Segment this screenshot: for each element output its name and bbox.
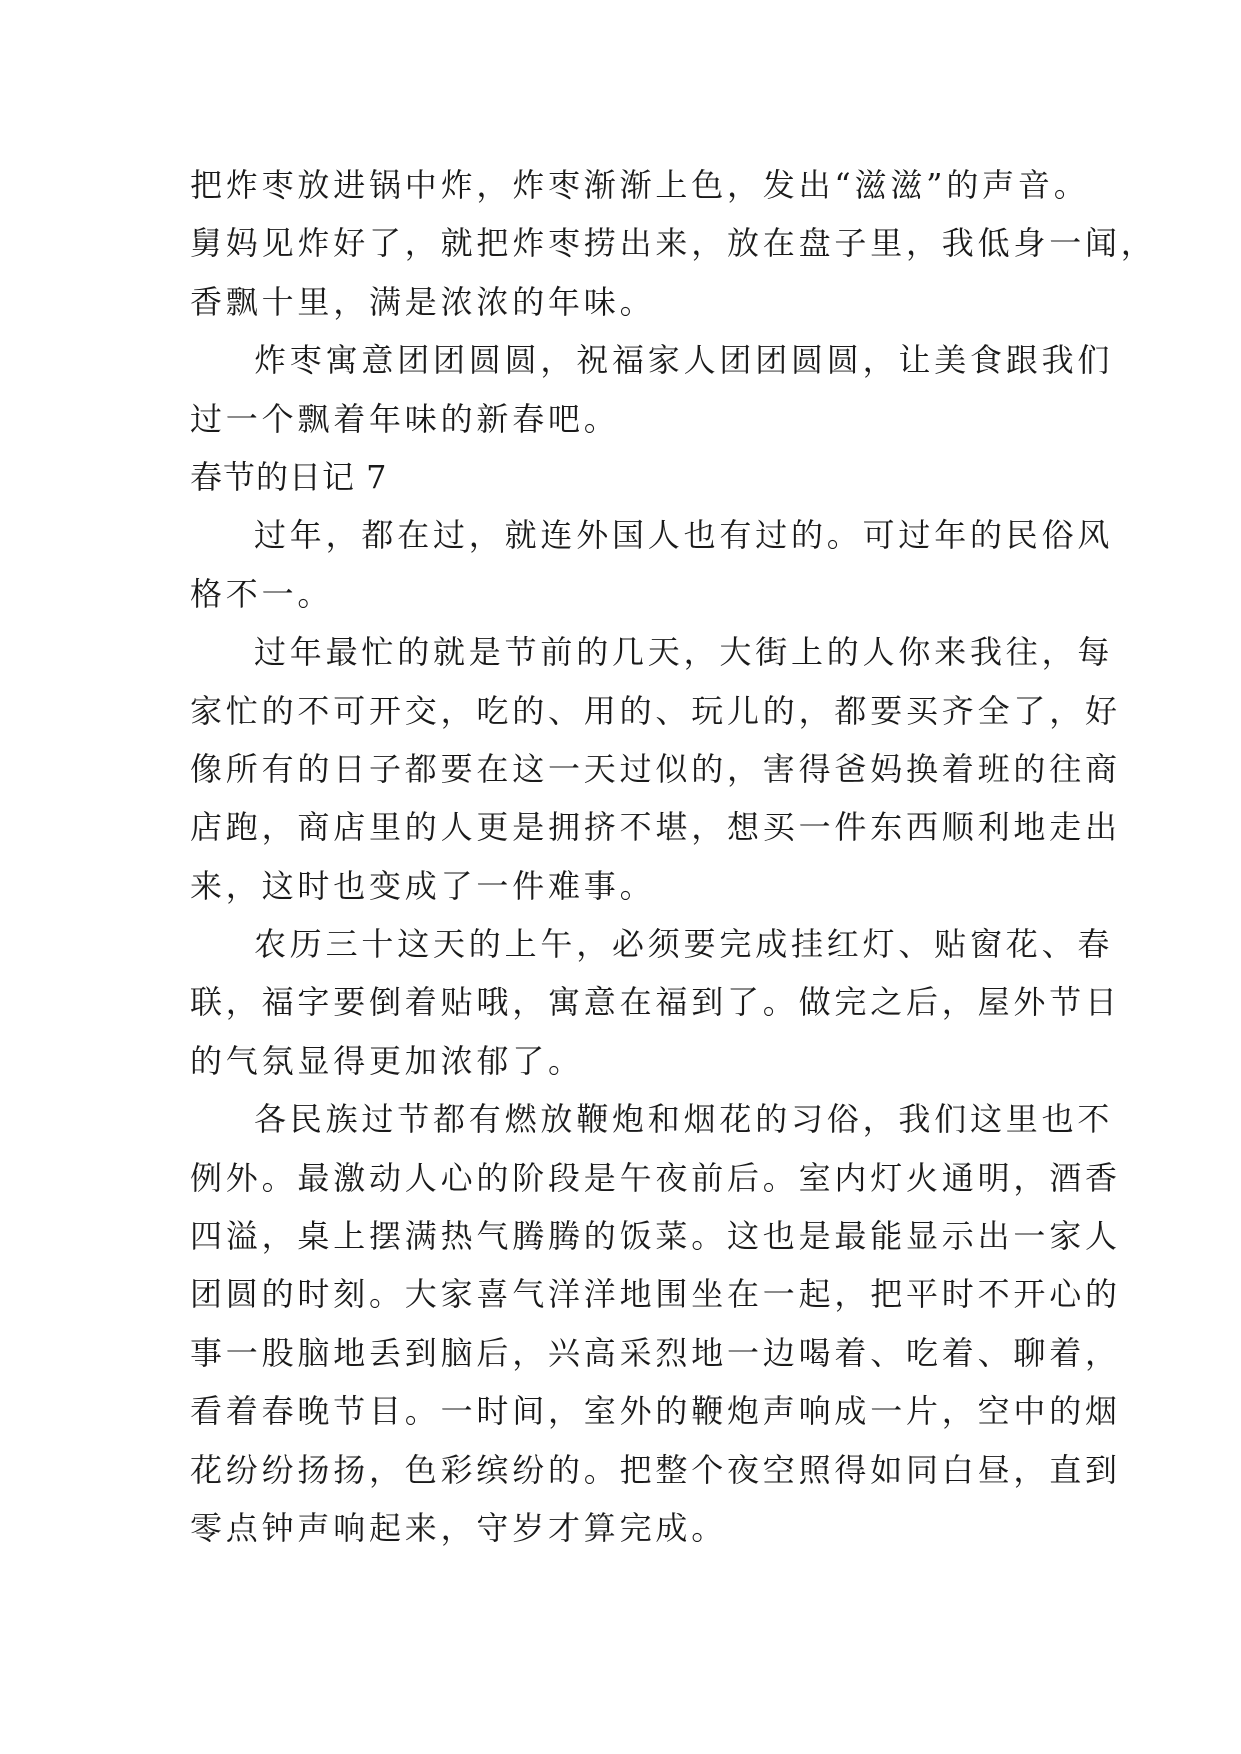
text-line: 过年最忙的就是节前的几天，大街上的人你来我往，每: [254, 633, 1114, 672]
text-line: 家忙的不可开交，吃的、用的、玩儿的，都要买齐全了，好: [190, 691, 1121, 730]
text-line: 格不一。: [190, 574, 334, 613]
document-body: [190, 156, 1157, 1557]
text-line: 四溢，桌上摆满热气腾腾的饭菜。这也是最能显示出一家人: [190, 1217, 1121, 1256]
text-line: 各民族过节都有燃放鞭炮和烟花的习俗，我们这里也不: [254, 1100, 1114, 1139]
text-line: 舅妈见炸好了，就把炸枣捞出来，放在盘子里，我低身一闻，: [190, 224, 1157, 263]
text-line: 看着春晚节目。一时间，室外的鞭炮声响成一片，空中的烟: [190, 1392, 1121, 1431]
text-line: 过年，都在过，就连外国人也有过的。可过年的民俗风: [254, 516, 1114, 555]
text-line: 例外。最激动人心的阶段是午夜前后。室内灯火通明，酒香: [190, 1158, 1121, 1197]
text-line: 联，福字要倒着贴哦，寓意在福到了。做完之后，屋外节日: [190, 983, 1121, 1022]
text-line: 的气氛显得更加浓郁了。: [190, 1041, 584, 1080]
text-line: 花纷纷扬扬，色彩缤纷的。把整个夜空照得如同白昼，直到: [190, 1450, 1121, 1489]
text-line: 事一股脑地丢到脑后，兴高采烈地一边喝着、吃着、聊着，: [190, 1333, 1121, 1372]
section-heading: 春节的日记 7: [190, 457, 388, 496]
text-line: 团圆的时刻。大家喜气洋洋地围坐在一起，把平时不开心的: [190, 1275, 1121, 1314]
text-line: 像所有的日子都要在这一天过似的，害得爸妈换着班的往商: [190, 749, 1121, 788]
text-line: 炸枣寓意团团圆圆，祝福家人团团圆圆，让美食跟我们: [254, 341, 1114, 380]
text-line: 过一个飘着年味的新春吧。: [190, 399, 620, 438]
text-line: 香飘十里，满是浓浓的年味。: [190, 282, 656, 321]
text-line: 把炸枣放进锅中炸，炸枣渐渐上色，发出“滋滋”的声音。: [190, 166, 1090, 204]
text-line: 零点钟声响起来，守岁才算完成。: [190, 1508, 728, 1547]
text-line: 农历三十这天的上午，必须要完成挂红灯、贴窗花、春: [254, 925, 1114, 964]
text-line: 店跑，商店里的人更是拥挤不堪，想买一件东西顺利地走出: [190, 808, 1121, 847]
text-line: 来，这时也变成了一件难事。: [190, 866, 656, 905]
